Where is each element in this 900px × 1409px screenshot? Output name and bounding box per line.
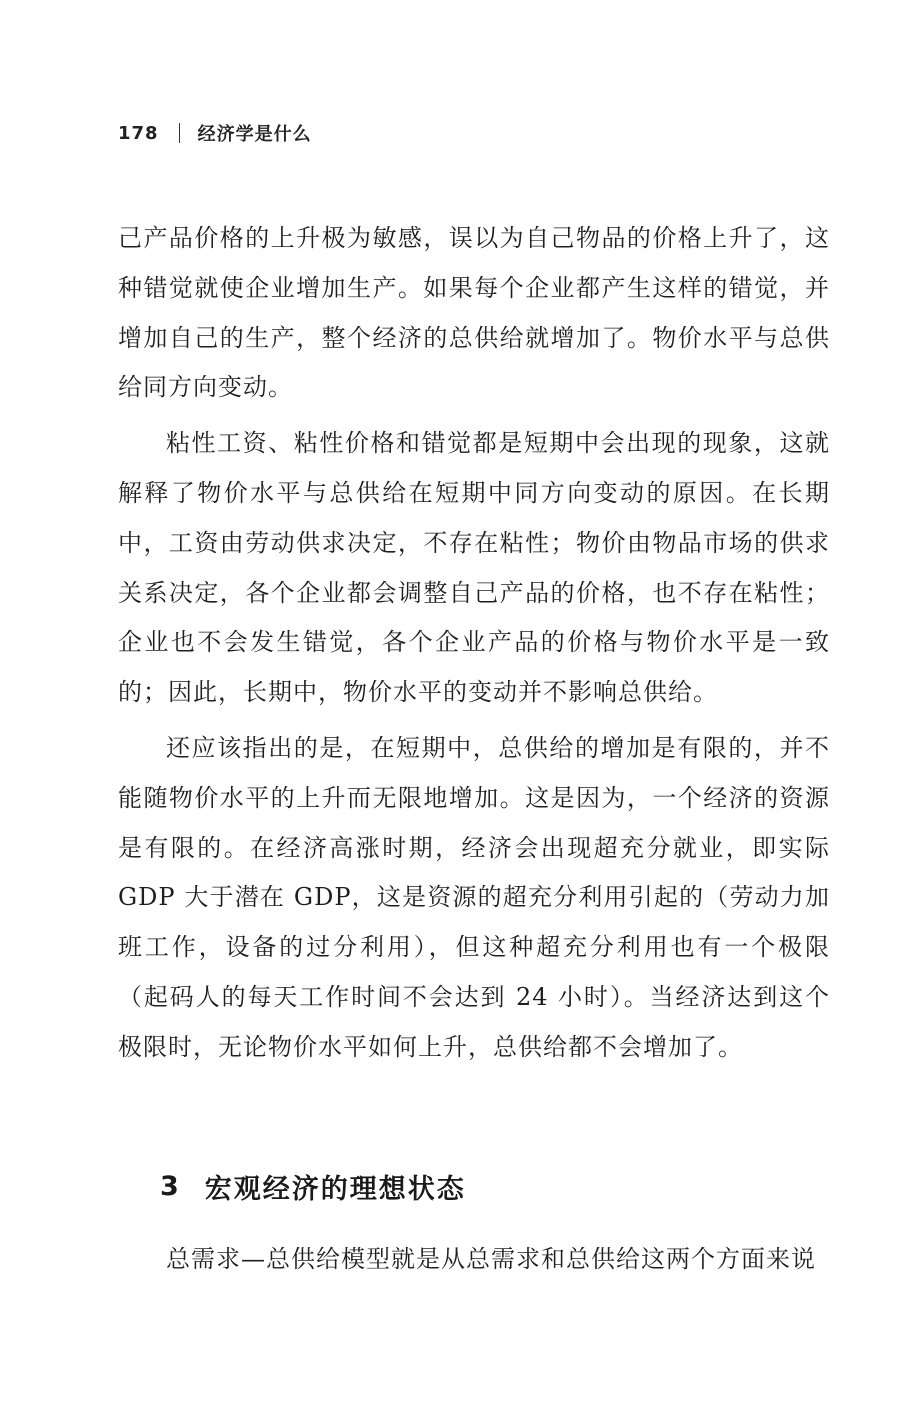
- paragraph-sticky-wages: 粘性工资、粘性价格和错觉都是短期中会出现的现象，这就解释了物价水平与总供给在短期中同方向变动的原因。在长期中，工资由劳动供求决定，不存在粘性；物价由物品市场的供求关系决定，各个企业都会调整自己产品的价格，也不存在粘性；企业也不会发生错觉，各个企业产品的价格与物价水平是一致的；因此，长期中，物价水平的变动并不影响总供给。: [118, 429, 830, 707]
- section-heading: [160, 1164, 466, 1208]
- paragraph-supply-limit: 还应该指出的是，在短期中，总供给的增加是有限的，并不能随物价水平的上升而无限地增加。这是因为，一个经济的资源是有限的。在经济高涨时期，经济会出现超充分就业，即实际 GDP 大于潜在 GDP，这是资源的超充分利用引起的（劳动力加班工作，设备的过分利用），但这种超充分利用也有一个极限（起码人的每天工作时间不会达到 24 小时）。当经济达到这个极限时，无论物价水平如何上升，总供给都不会增加了。: [118, 733, 830, 1061]
- page-header: [118, 121, 312, 145]
- paragraph-section-intro: 总需求—总供给模型就是从总需求和总供给这两个方面来说: [166, 1245, 816, 1273]
- running-title: 经济学是什么: [197, 124, 312, 145]
- page-number: 178: [118, 122, 159, 144]
- section-title: 宏观经济的理想状态: [204, 1173, 466, 1205]
- body-text: [118, 214, 830, 1079]
- paragraph-continuation: 己产品价格的上升极为敏感，误以为自己物品的价格上升了，这种错觉就使企业增加生产。如果每个企业都产生这样的错觉，并增加自己的生产，整个经济的总供给就增加了。物价水平与总供给同方向变动。: [118, 224, 830, 402]
- header-divider: [179, 123, 180, 143]
- section-body: [118, 1235, 830, 1291]
- section-number: 3: [160, 1170, 179, 1202]
